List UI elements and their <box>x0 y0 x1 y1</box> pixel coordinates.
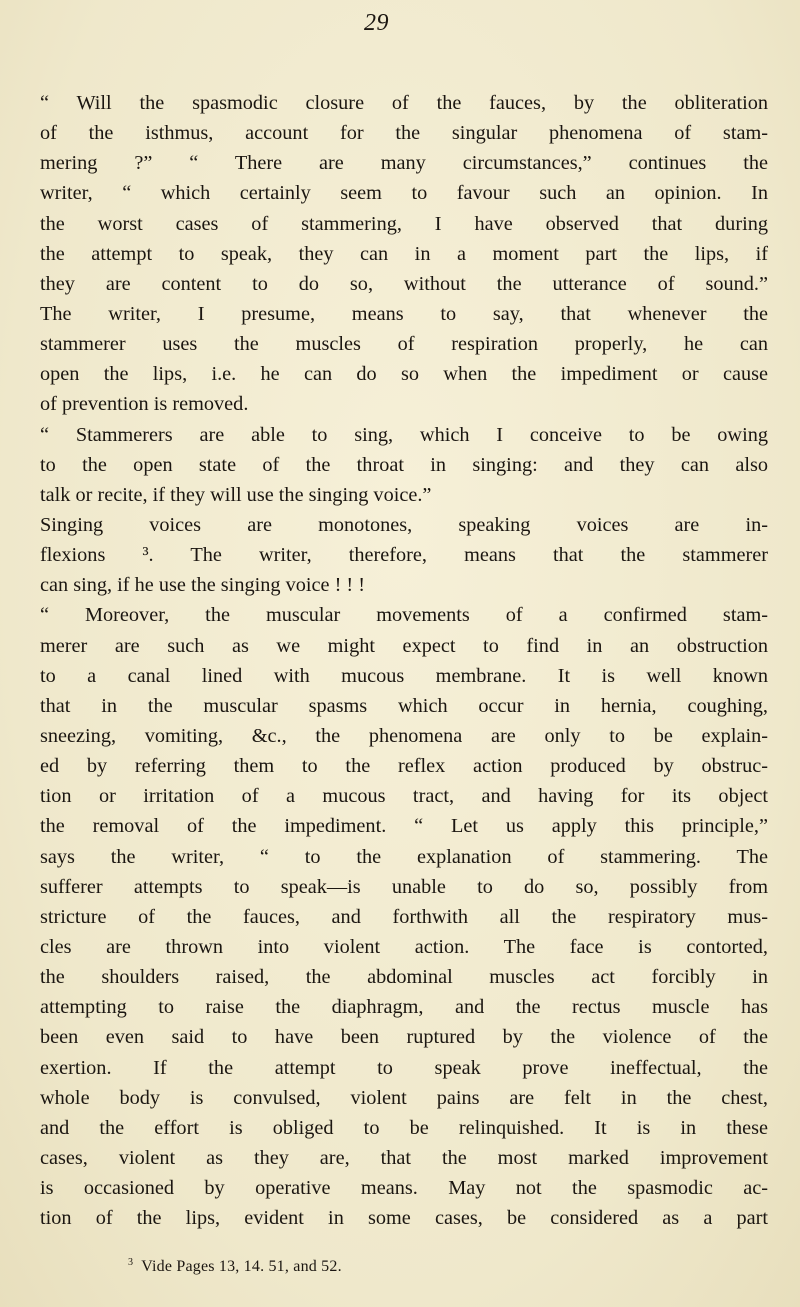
text-line: cles are thrown into violent action. The face is contorted, <box>40 935 768 958</box>
text-line: the worst cases of stammering, I have observed that during <box>40 212 768 235</box>
footnote <box>128 1257 342 1276</box>
text-line: tion of the lips, evident in some cases, be considered as a part <box>40 1207 768 1230</box>
text-line: ed by referring them to the reflex action produced by obstruc- <box>40 755 768 778</box>
text-line: stammerer uses the muscles of respiration properly, he can <box>40 333 768 356</box>
text-line: sneezing, vomiting, &c., the phenomena are only to be explain- <box>40 724 768 747</box>
text-line: of the isthmus, account for the singular phenomena of stam- <box>40 122 768 145</box>
text-line: flexions ³. The writer, therefore, means that the stammerer <box>40 544 768 567</box>
text-line: says the writer, “ to the explanation of stammering. The <box>40 845 768 868</box>
text-line: and the effort is obliged to be relinquished. It is in these <box>40 1116 768 1139</box>
text-line: cases, violent as they are, that the most marked improvement <box>40 1146 768 1169</box>
body-text <box>40 88 768 1233</box>
text-line: attempting to raise the diaphragm, and the rectus muscle has <box>40 996 768 1019</box>
text-line: that in the muscular spasms which occur in hernia, coughing, <box>40 694 768 717</box>
text-line: mering ?” “ There are many circumstances,” continues the <box>40 152 768 175</box>
text-line: stricture of the fauces, and forthwith all the respiratory mus- <box>40 905 768 928</box>
footnote-marker: 3 <box>128 1257 134 1268</box>
text-line: of prevention is removed. <box>40 393 249 416</box>
text-line: whole body is convulsed, violent pains are felt in the chest, <box>40 1086 768 1109</box>
text-line: the shoulders raised, the abdominal muscles act forcibly in <box>40 966 768 989</box>
text-line: talk or recite, if they will use the singing voice.” <box>40 483 432 506</box>
text-line: can sing, if he use the singing voice ! ! ! <box>40 574 365 597</box>
page-number: 29 <box>364 10 389 36</box>
text-line: they are content to do so, without the utterance of sound.” <box>40 272 768 295</box>
text-line: is occasioned by operative means. May not the spasmodic ac- <box>40 1177 768 1200</box>
text-line: tion or irritation of a mucous tract, and having for its object <box>40 785 768 808</box>
text-line: The writer, I presume, means to say, that whenever the <box>40 302 768 325</box>
text-line: “ Moreover, the muscular movements of a confirmed stam- <box>40 604 768 627</box>
text-line: “ Will the spasmodic closure of the fauces, by the obliteration <box>40 92 768 114</box>
footnote-text: Vide Pages 13, 14. 51, and 52. <box>141 1258 342 1275</box>
text-line: to the open state of the throat in singing: and they can also <box>40 453 768 476</box>
text-line: the removal of the impediment. “ Let us apply this principle,” <box>40 815 768 838</box>
text-line: to a canal lined with mucous membrane. It is well known <box>40 664 768 687</box>
text-line: been even said to have been ruptured by the violence of the <box>40 1026 768 1049</box>
text-line: merer are such as we might expect to find in an obstruction <box>40 634 768 657</box>
text-line: “ Stammerers are able to sing, which I conceive to be owing <box>40 423 768 446</box>
text-line: Singing voices are monotones, speaking voices are in- <box>40 513 768 536</box>
text-line: writer, “ which certainly seem to favour such an opinion. In <box>40 182 768 205</box>
text-line: sufferer attempts to speak—is unable to do so, possibly from <box>40 875 768 898</box>
text-line: the attempt to speak, they can in a moment part the lips, if <box>40 242 768 265</box>
text-line: exertion. If the attempt to speak prove ineffectual, the <box>40 1056 768 1079</box>
text-line: open the lips, i.e. he can do so when the impediment or cause <box>40 363 768 386</box>
